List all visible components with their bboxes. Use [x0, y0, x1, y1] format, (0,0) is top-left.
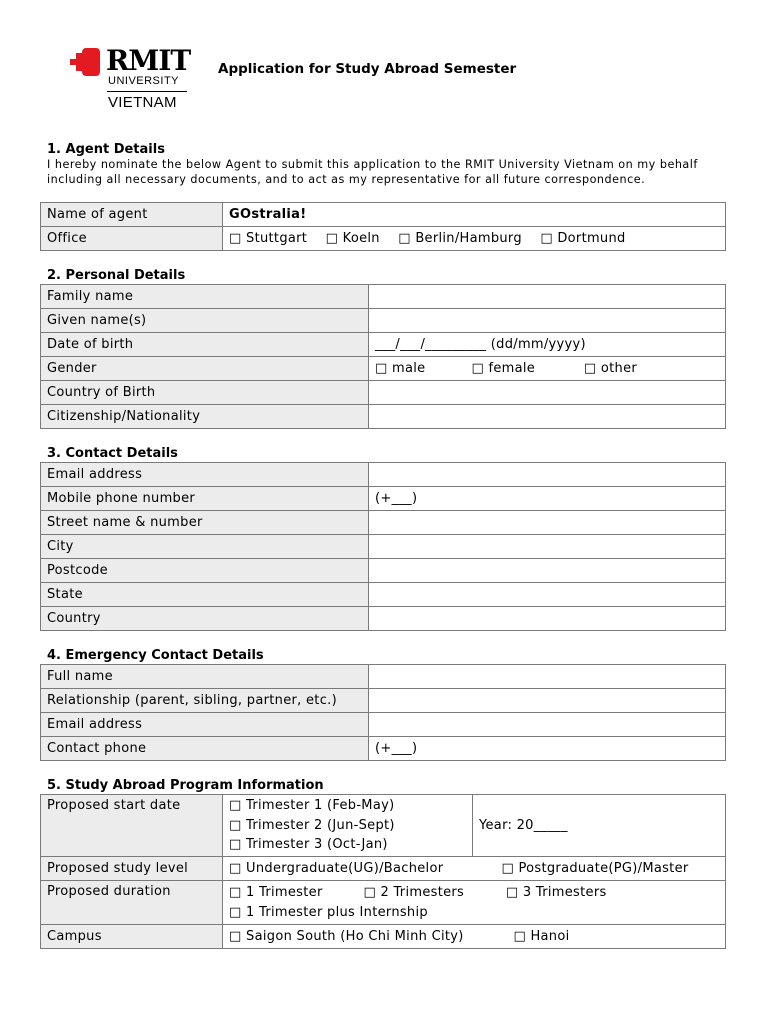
- agent-name-value[interactable]: GOstralia!: [223, 203, 726, 227]
- office-options: [223, 227, 726, 251]
- contact-table: [40, 462, 726, 631]
- city-label: City: [41, 535, 369, 559]
- rmit-logo: [70, 44, 200, 114]
- emergency-email-field[interactable]: [369, 713, 726, 737]
- mobile-label: Mobile phone number: [41, 487, 369, 511]
- page-title: Application for Study Abroad Semester: [218, 61, 517, 77]
- logo-wordmark: RMIT: [106, 44, 191, 77]
- citizenship-field[interactable]: [369, 405, 726, 429]
- duration-option[interactable]: □ 1 Trimester plus Internship: [229, 904, 428, 920]
- email-label: Email address: [41, 463, 369, 487]
- state-label: State: [41, 583, 369, 607]
- gender-option[interactable]: □ male: [375, 361, 426, 376]
- rmit-pixel-mark-icon: [70, 48, 102, 78]
- country-birth-field[interactable]: [369, 381, 726, 405]
- duration-options: [223, 881, 726, 925]
- campus-label: Campus: [41, 925, 223, 949]
- family-name-field[interactable]: [369, 285, 726, 309]
- agent-table: [40, 202, 726, 251]
- start-date-label: Proposed start date: [41, 795, 223, 857]
- emergency-heading: 4. Emergency Contact Details: [47, 648, 264, 663]
- state-field[interactable]: [369, 583, 726, 607]
- study-level-options: [223, 857, 726, 881]
- given-names-label: Given name(s): [41, 309, 369, 333]
- office-label: Office: [41, 227, 223, 251]
- agent-name-label: Name of agent: [41, 203, 223, 227]
- gender-option[interactable]: □ female: [471, 361, 536, 376]
- trimester-option[interactable]: □ Trimester 3 (Oct-Jan): [229, 837, 388, 853]
- program-heading: 5. Study Abroad Program Information: [47, 778, 324, 793]
- relationship-field[interactable]: [369, 689, 726, 713]
- emergency-name-field[interactable]: [369, 665, 726, 689]
- dob-label: Date of birth: [41, 333, 369, 357]
- country-label: Country: [41, 607, 369, 631]
- agent-intro: I hereby nominate the below Agent to submit this application to the RMIT University Vietnam on my behalf including all necessary documents, and to act as my representative for all future correspondence.: [47, 158, 698, 186]
- campus-option[interactable]: □ Hanoi: [513, 929, 570, 944]
- campus-options: [223, 925, 726, 949]
- street-label: Street name & number: [41, 511, 369, 535]
- gender-option[interactable]: □ other: [583, 361, 638, 376]
- gender-label: Gender: [41, 357, 369, 381]
- duration-option[interactable]: □ 3 Trimesters: [505, 885, 607, 900]
- logo-university: UNIVERSITY: [108, 75, 180, 87]
- city-field[interactable]: [369, 535, 726, 559]
- logo-vietnam: VIETNAM: [108, 94, 177, 111]
- study-level-option[interactable]: □ Undergraduate(UG)/Bachelor: [229, 861, 444, 876]
- program-table: [40, 794, 726, 949]
- postcode-field[interactable]: [369, 559, 726, 583]
- email-field[interactable]: [369, 463, 726, 487]
- emergency-table: [40, 664, 726, 761]
- contact-heading: 3. Contact Details: [47, 446, 178, 461]
- citizenship-label: Citizenship/Nationality: [41, 405, 369, 429]
- office-option[interactable]: □ Koeln: [325, 231, 380, 246]
- mobile-field[interactable]: (+___): [369, 487, 726, 511]
- personal-table: [40, 284, 726, 429]
- start-year-field[interactable]: Year: 20_____: [473, 795, 726, 857]
- gender-options: [369, 357, 726, 381]
- campus-option[interactable]: □ Saigon South (Ho Chi Minh City): [229, 929, 464, 944]
- postcode-label: Postcode: [41, 559, 369, 583]
- trimester-option[interactable]: □ Trimester 2 (Jun-Sept): [229, 817, 395, 833]
- trimester-options: [223, 795, 473, 857]
- study-level-label: Proposed study level: [41, 857, 223, 881]
- office-option[interactable]: □ Dortmund: [540, 231, 626, 246]
- duration-option[interactable]: □ 2 Trimesters: [363, 885, 465, 900]
- personal-heading: 2. Personal Details: [47, 268, 186, 283]
- duration-option[interactable]: □ 1 Trimester: [229, 885, 323, 900]
- logo-divider: [107, 91, 187, 92]
- emergency-name-label: Full name: [41, 665, 369, 689]
- office-option[interactable]: □ Stuttgart: [229, 231, 308, 246]
- country-birth-label: Country of Birth: [41, 381, 369, 405]
- street-field[interactable]: [369, 511, 726, 535]
- agent-heading: 1. Agent Details: [47, 142, 165, 157]
- trimester-option[interactable]: □ Trimester 1 (Feb-May): [229, 798, 395, 814]
- duration-label: Proposed duration: [41, 881, 223, 925]
- dob-field[interactable]: ___/___/_________ (dd/mm/yyyy): [369, 333, 726, 357]
- relationship-label: Relationship (parent, sibling, partner, etc.): [41, 689, 369, 713]
- given-names-field[interactable]: [369, 309, 726, 333]
- office-option[interactable]: □ Berlin/Hamburg: [398, 231, 522, 246]
- emergency-phone-label: Contact phone: [41, 737, 369, 761]
- study-level-option[interactable]: □ Postgraduate(PG)/Master: [501, 861, 689, 876]
- country-field[interactable]: [369, 607, 726, 631]
- emergency-phone-field[interactable]: (+___): [369, 737, 726, 761]
- emergency-email-label: Email address: [41, 713, 369, 737]
- family-name-label: Family name: [41, 285, 369, 309]
